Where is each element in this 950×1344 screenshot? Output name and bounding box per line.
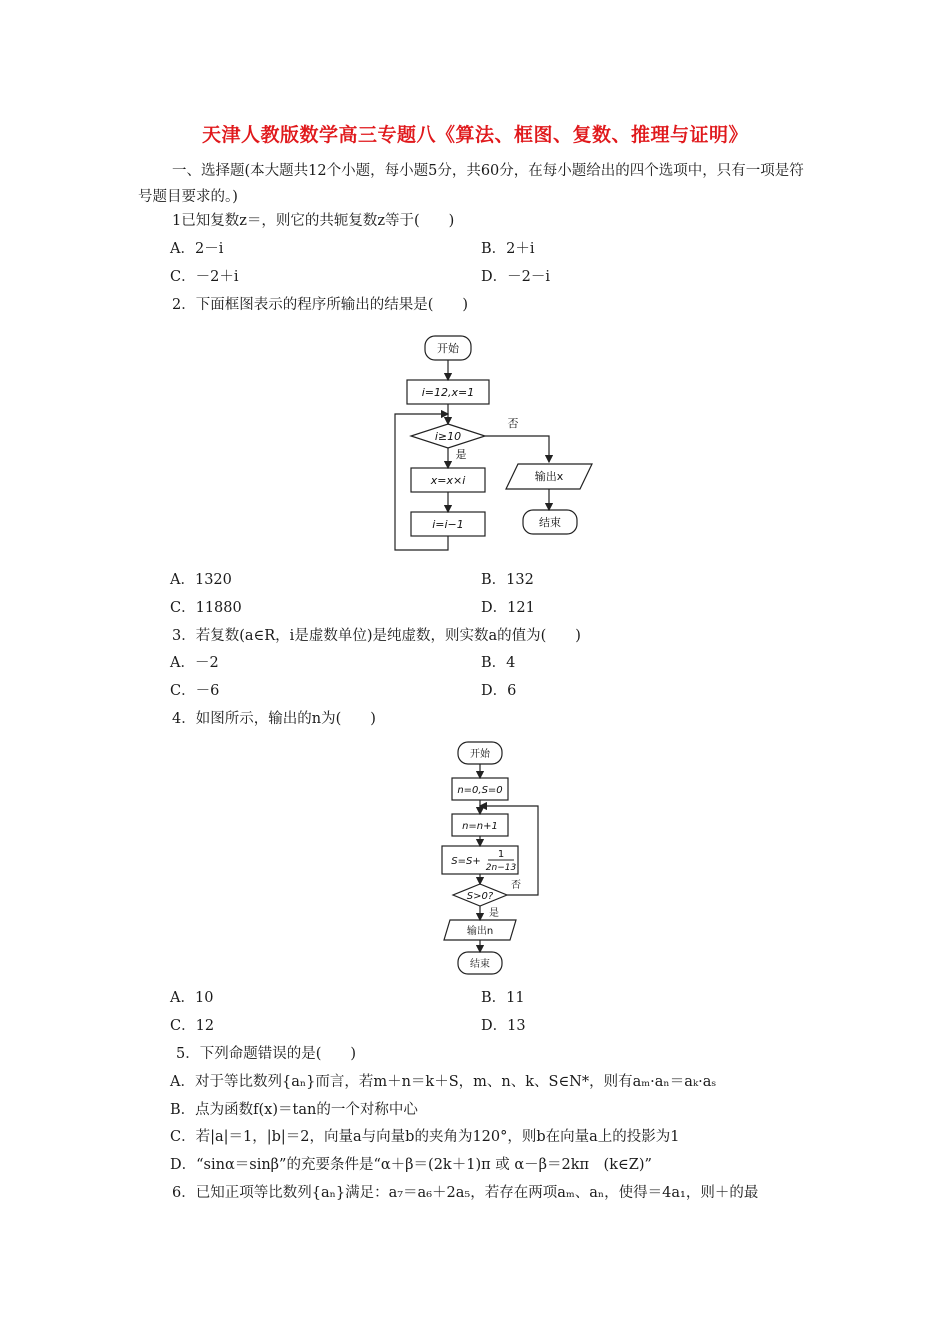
flow-step2-label: i=i−1 <box>432 518 464 531</box>
q2-option-c: C．11880 <box>170 600 242 616</box>
question-6-stem: 6．已知正项等比数列{aₙ}满足：a₇＝a₆＋2a₅，若存在两项aₘ、aₙ，使得＝4a₁，则＋的最 <box>172 1185 759 1201</box>
q1-option-b: B．2＋i <box>481 241 535 257</box>
flow4-yes-label: 是 <box>489 908 499 919</box>
q1-option-a: A．2－i <box>170 241 224 257</box>
q4-option-c: C．12 <box>170 1018 215 1034</box>
q3-option-d: D．6 <box>481 683 517 699</box>
q5-option-d: D．“sinα＝sinβ”的充要条件是“α＋β＝(2k＋1)π 或 α－β＝2kπ (k∈Z)” <box>170 1157 652 1173</box>
q3-option-c: C．－6 <box>170 683 220 699</box>
flow-start-label: 开始 <box>437 342 459 355</box>
flow4-step2-prefix: S=S+ <box>451 856 481 867</box>
flow-init-label: i=12,x=1 <box>421 386 475 399</box>
q1-option-c: C．－2＋i <box>170 269 239 285</box>
flow4-no-label: 否 <box>511 880 521 891</box>
question-4-stem: 4．如图所示，输出的n为( ) <box>172 711 376 727</box>
q5-option-a: A．对于等比数列{aₙ}而言，若m＋n＝k＋S，m、n、k、S∈N*，则有aₘ·aₙ＝aₖ·aₛ <box>170 1074 717 1090</box>
flow4-end-label: 结束 <box>470 959 490 970</box>
question-3-stem: 3．若复数(a∈R，i是虚数单位)是纯虚数，则实数a的值为( ) <box>172 628 581 644</box>
q4-option-b: B．11 <box>481 990 525 1006</box>
flow-no-label: 否 <box>507 417 519 430</box>
question-5-stem: 5．下列命题错误的是( ) <box>176 1046 357 1062</box>
question-2-stem: 2．下面框图表示的程序所输出的结果是( ) <box>172 297 469 313</box>
q3-option-a: A．－2 <box>170 655 219 671</box>
q2-option-b: B．132 <box>481 572 534 588</box>
flow-end-label: 结束 <box>539 516 561 529</box>
flow-yes-label: 是 <box>455 448 467 461</box>
q5-option-c: C．若|a|＝1，|b|＝2，向量a与向量b的夹角为120°，则b在向量a上的投影为1 <box>170 1129 680 1145</box>
q5-option-b: B．点为函数f(x)＝tan的一个对称中心 <box>170 1102 418 1118</box>
flowchart-q2 <box>385 330 605 558</box>
flow-output-label: 输出x <box>534 470 564 483</box>
q1-option-d: D．－2－i <box>481 269 550 285</box>
flow4-output-label: 输出n <box>466 926 494 937</box>
question-1-stem: 1已知复数z＝，则它的共轭复数z等于( ) <box>172 213 455 229</box>
flow4-init-label: n=0,S=0 <box>457 785 503 796</box>
q3-option-b: B．4 <box>481 655 516 671</box>
page-title: 天津人教版数学高三专题八《算法、框图、复数、推理与证明》 <box>201 124 748 146</box>
q4-option-d: D．13 <box>481 1018 526 1034</box>
flow-step1-label: x=x×i <box>430 474 466 487</box>
flowchart-q4 <box>430 736 550 980</box>
flow4-start-label: 开始 <box>470 749 490 760</box>
q4-option-a: A．10 <box>170 990 214 1006</box>
flow4-step2-numerator: 1 <box>497 849 505 860</box>
flow4-step1-label: n=n+1 <box>462 821 498 832</box>
q2-option-a: A．1320 <box>170 572 232 588</box>
q2-option-d: D．121 <box>481 600 535 616</box>
flow4-step2-denominator: 2n−13 <box>485 863 517 873</box>
flow4-condition-label: S>0? <box>466 891 494 902</box>
section-intro: 一、选择题(本大题共12个小题，每小题5分，共60分，在每小题给出的四个选项中，只有一项是符号题目要求的。) <box>138 163 804 205</box>
flow-condition-label: i≥10 <box>434 430 462 443</box>
